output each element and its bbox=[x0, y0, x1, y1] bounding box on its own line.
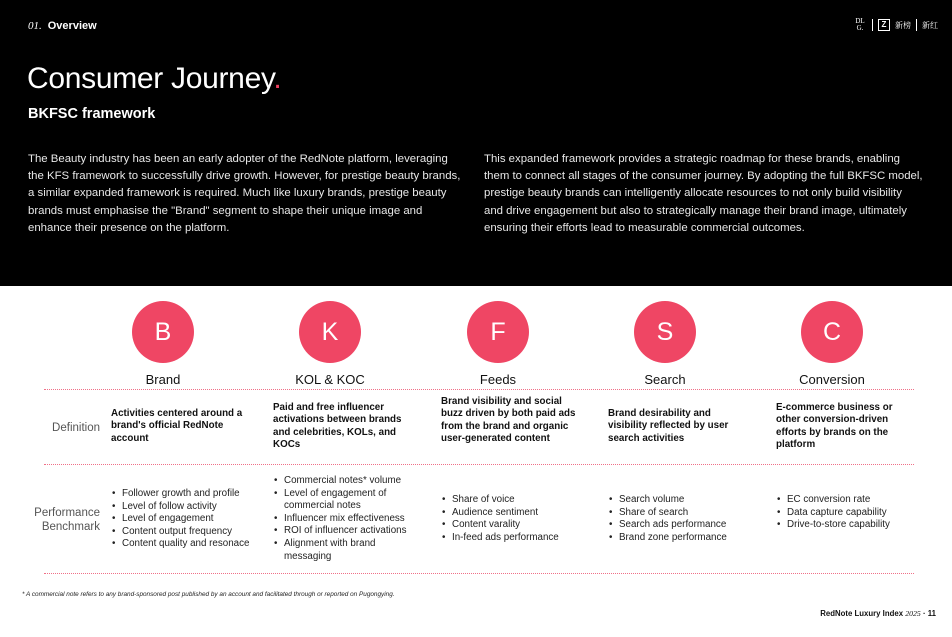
list-item: • EC conversion rate bbox=[775, 494, 925, 507]
letter-circle-f: F bbox=[467, 301, 529, 363]
page-number: 11 bbox=[927, 609, 936, 618]
logo-divider bbox=[872, 19, 873, 31]
column-conversion bbox=[752, 301, 912, 387]
benchmarks-conversion bbox=[775, 494, 925, 532]
definition-kol: Paid and free influencer activations between brands and celebrities, KOLs, and KOCs bbox=[273, 402, 402, 451]
letter-circle-b: B bbox=[132, 301, 194, 363]
list-item: • Level of engagement bbox=[110, 513, 270, 526]
header-band bbox=[0, 0, 952, 286]
list-item: • Search volume bbox=[607, 494, 757, 507]
divider-bottom bbox=[44, 573, 914, 574]
page-subtitle: BKFSC framework bbox=[28, 106, 156, 122]
row-label-benchmark bbox=[22, 506, 100, 534]
column-label-conversion: Conversion bbox=[799, 372, 865, 387]
benchmarks-feeds bbox=[440, 494, 590, 544]
benchmarks-brand bbox=[110, 488, 270, 551]
row-label-definition: Definition bbox=[52, 422, 100, 434]
definition-brand: Activities centered around a brand's official RedNote account bbox=[111, 408, 243, 444]
list-item: • In-feed ads performance bbox=[440, 532, 590, 545]
list-item: • Influencer mix effectiveness bbox=[272, 513, 422, 526]
dlg-logo: DL G. bbox=[855, 17, 865, 32]
list-item: • ROI of influencer activations bbox=[272, 525, 422, 538]
list-item: • Audience sentiment bbox=[440, 507, 590, 520]
footnote: * A commercial note refers to any brand-sponsored post published by an account and facilitated through or reported on Pugongying. bbox=[22, 591, 395, 598]
list-item: • Content quality and resonace bbox=[110, 538, 270, 551]
letter-circle-s: S bbox=[634, 301, 696, 363]
list-item: • Data capture capability bbox=[775, 507, 925, 520]
page-title-text: Consumer Journey bbox=[27, 62, 274, 95]
column-kol bbox=[250, 301, 410, 387]
z-logo-icon: Z bbox=[878, 19, 890, 31]
section-title: Overview bbox=[47, 20, 97, 32]
definition-conversion: E-commerce business or other conversion-driven efforts by brands on the platform bbox=[776, 402, 893, 451]
publisher-logo bbox=[853, 18, 938, 32]
page-separator: · bbox=[922, 609, 926, 618]
letter-circle-k: K bbox=[299, 301, 361, 363]
list-item: • Commercial notes* volume bbox=[272, 475, 422, 488]
list-item: • Drive-to-store capability bbox=[775, 519, 925, 532]
column-feeds bbox=[418, 301, 578, 387]
logo-brand-text-2: 新红 bbox=[922, 20, 938, 30]
divider-top bbox=[44, 389, 914, 390]
list-item: • Share of search bbox=[607, 507, 757, 520]
row-label-benchmark-line2: Benchmark bbox=[41, 521, 100, 533]
page-footer bbox=[820, 609, 936, 618]
list-item: • Level of follow activity bbox=[110, 501, 270, 514]
row-label-benchmark-line1: Performance bbox=[34, 507, 100, 519]
list-item: • Brand zone performance bbox=[607, 532, 757, 545]
divider-middle bbox=[44, 464, 914, 465]
report-name: RedNote Luxury Index bbox=[820, 609, 904, 618]
benchmarks-kol bbox=[272, 475, 422, 563]
column-label-feeds: Feeds bbox=[479, 372, 517, 387]
page-title bbox=[27, 62, 281, 96]
column-label-search: Search bbox=[644, 372, 686, 387]
list-item: • Content varality bbox=[440, 519, 590, 532]
column-search bbox=[585, 301, 745, 387]
intro-paragraph-left: The Beauty industry has been an early adopter of the RedNote platform, leveraging the KFS framework to successfully drive growth. However, for prestige beauty brands, a similar expanded framework is required. Much like luxury brands, prestige beauty brands must emphasise the "Brand" segment to shape their unique image and enhance their presence on the platform. bbox=[28, 153, 461, 234]
section-number: 01. bbox=[28, 20, 42, 32]
list-item: • Content output frequency bbox=[110, 526, 270, 539]
logo-divider-2 bbox=[916, 19, 917, 31]
column-brand bbox=[83, 301, 243, 387]
definition-feeds: Brand visibility and social buzz driven by both paid ads from the brand and organic user-generated content bbox=[441, 396, 576, 445]
list-item: • Follower growth and profile bbox=[110, 488, 270, 501]
definition-search: Brand desirability and visibility reflected by user search activities bbox=[608, 408, 729, 444]
list-item: • Level of engagement of commercial notes bbox=[272, 488, 422, 513]
title-accent-dot: . bbox=[273, 62, 282, 95]
column-label-kol: KOL & KOC bbox=[295, 372, 365, 387]
section-label bbox=[28, 20, 97, 32]
list-item: • Alignment with brand messaging bbox=[272, 538, 422, 563]
logo-brand-text: 新榜 bbox=[895, 20, 911, 30]
benchmarks-search bbox=[607, 494, 757, 544]
intro-paragraph-right: This expanded framework provides a strategic roadmap for these brands, enabling them to connect all stages of the consumer journey. By adopting the full BKFSC model, prestige beauty brands can intelligently allocate resources to not only build visibility and drive engagement but also to strategically manage their brand image, ultimately ensuring their efforts lead to measurable commercial outcomes. bbox=[484, 153, 923, 234]
report-year: 2025 bbox=[905, 609, 921, 618]
list-item: • Share of voice bbox=[440, 494, 590, 507]
letter-circle-c: C bbox=[801, 301, 863, 363]
list-item: • Search ads performance bbox=[607, 519, 757, 532]
column-label-brand: Brand bbox=[145, 372, 181, 387]
